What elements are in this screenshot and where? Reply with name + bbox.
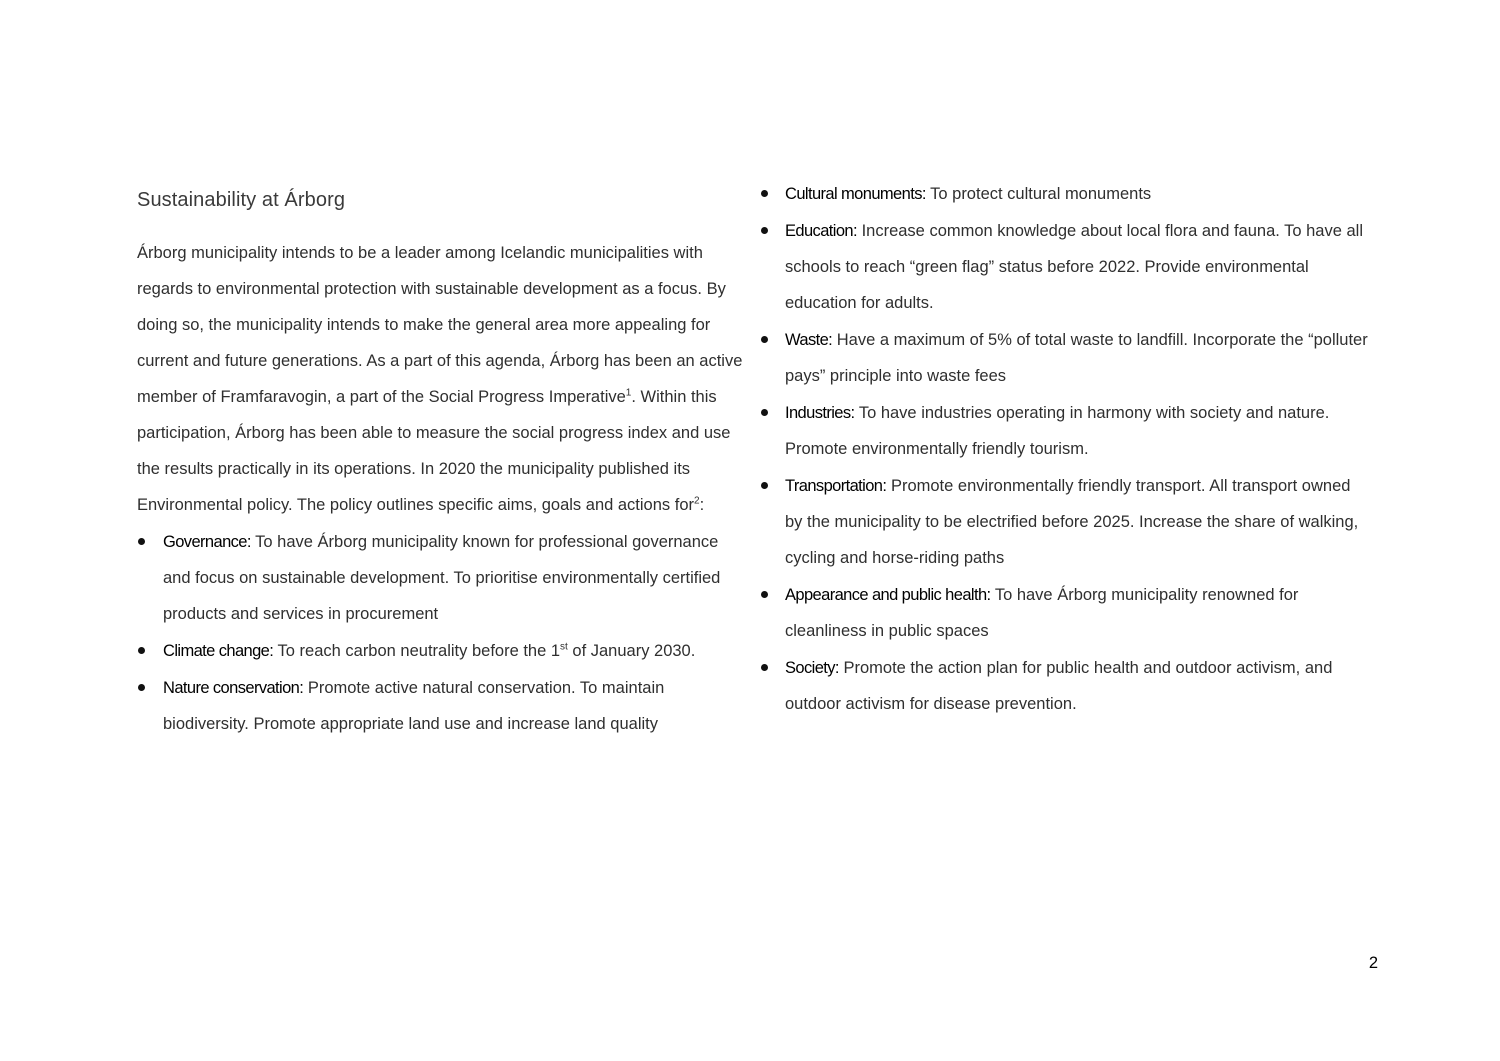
list-item-waste [760, 322, 1370, 394]
item-description-part-2: of January 2030. [567, 642, 696, 660]
item-description: To have Árborg municipality renowned for cleanliness in public spaces [785, 586, 1299, 640]
list-item-climate-change [137, 633, 743, 669]
list-item-education [760, 213, 1370, 321]
item-term: Cultural monuments: [785, 185, 926, 203]
bullet-icon [761, 336, 768, 343]
item-description: Promote the action plan for public health and outdoor activism, and outdoor activism for disease prevention. [785, 659, 1333, 713]
bullet-icon [761, 591, 768, 598]
intro-text-part-1: Árborg municipality intends to be a leader among Icelandic municipalities with regards to environmental protection with sustainable development as a focus. By doing so, the municipality intends to make the general area more appealing for current and future generations. As a part of this agenda, Árborg has been an active member of Framfaravogin, a part of the Social Progress Imperative [137, 244, 743, 406]
page-number: 2 [1368, 954, 1378, 972]
bullet-icon [138, 538, 145, 545]
policy-list-left [137, 524, 743, 742]
intro-text-part-2: . Within this participation, Árborg has been able to measure the social progress index and use the results practically in its operations. In 2020 the municipality published its Environmental policy. The policy outlines specific aims, goals and actions for [137, 388, 731, 514]
item-term: Transportation: [785, 477, 887, 495]
item-term: Climate change: [163, 642, 274, 660]
list-item-appearance-public-health [760, 577, 1370, 649]
item-term: Education: [785, 222, 857, 240]
right-column [760, 176, 1370, 723]
ordinal-suffix: st [560, 641, 568, 653]
list-item-cultural-monuments [760, 176, 1370, 212]
list-item-transportation [760, 468, 1370, 576]
left-column [137, 180, 743, 743]
bullet-icon [138, 684, 145, 691]
section-heading: Sustainability at Árborg [137, 189, 346, 211]
intro-text-part-3: : [699, 496, 705, 514]
bullet-icon [761, 227, 768, 234]
intro-paragraph [137, 235, 743, 523]
item-term: Industries: [785, 404, 855, 422]
item-description: Increase common knowledge about local flora and fauna. To have all schools to reach “green flag” status before 2022. Provide environmental education for adults. [785, 222, 1363, 312]
item-description-part-1: To reach carbon neutrality before the 1 [273, 642, 561, 660]
footnote-marker-2[interactable]: 2 [694, 495, 700, 507]
bullet-icon [761, 409, 768, 416]
bullet-icon [761, 664, 768, 671]
bullet-icon [138, 647, 145, 654]
item-description: To protect cultural monuments [925, 185, 1152, 203]
item-description: To have industries operating in harmony with society and nature. Promote environmentally friendly tourism. [785, 404, 1330, 458]
policy-list-right [760, 176, 1370, 722]
item-description: Promote environmentally friendly transport. All transport owned by the municipality to be electrified before 2025. Increase the share of walking, cycling and horse-riding paths [785, 477, 1359, 567]
item-term: Nature conservation: [163, 679, 304, 697]
bullet-icon [761, 482, 768, 489]
list-item-nature-conservation [137, 670, 743, 742]
item-description [273, 642, 695, 660]
list-item-industries [760, 395, 1370, 467]
list-item-society [760, 650, 1370, 722]
item-term: Society: [785, 659, 839, 677]
bullet-icon [761, 190, 768, 197]
item-description: To have Árborg municipality known for professional governance and focus on sustainable development. To prioritise environmentally certified products and services in procurement [163, 533, 721, 623]
item-term: Appearance and public health: [785, 586, 991, 604]
item-description: Promote active natural conservation. To maintain biodiversity. Promote appropriate land use and increase land quality [163, 679, 665, 733]
list-item-governance [137, 524, 743, 632]
item-term: Governance: [163, 533, 251, 551]
item-description: Have a maximum of 5% of total waste to landfill. Incorporate the “polluter pays” principle into waste fees [785, 331, 1368, 385]
footnote-marker-1[interactable]: 1 [625, 387, 632, 399]
item-term: Waste: [785, 331, 833, 349]
